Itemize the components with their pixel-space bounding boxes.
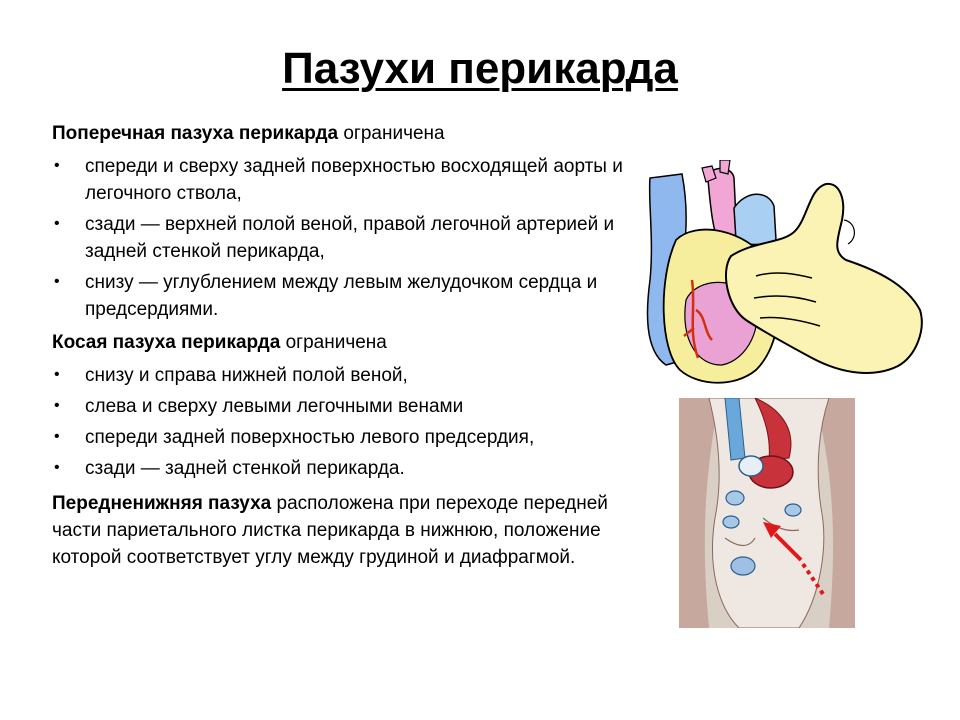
oblique-sinus-suffix: ограничена [280, 332, 387, 353]
list-item: • спереди и сверху задней поверхностью восходящей аорты и легочного ствола, [52, 153, 642, 207]
pericardial-cavity-illustration [679, 398, 855, 628]
list-item: • сзади — задней стенкой перикарда. [52, 455, 642, 482]
anteroinferior-sinus-paragraph [52, 490, 642, 571]
transverse-sinus-lead [52, 120, 642, 147]
transverse-sinus-suffix: ограничена [338, 123, 445, 144]
oblique-sinus-heading: Косая пазуха перикарда [52, 332, 281, 353]
list-item: • сзади — верхней полой веной, правой легочной артерией и задней стенкой перикарда, [52, 211, 642, 265]
oblique-sinus-list [52, 362, 642, 482]
transverse-sinus-list [52, 153, 642, 323]
transverse-sinus-heading: Поперечная пазуха перикарда [52, 123, 339, 144]
slide-content [52, 120, 642, 571]
list-item: • снизу — углублением между левым желудочком сердца и предсердиями. [52, 269, 642, 323]
anteroinferior-sinus-text: расположена при переходе передней части париетального листка перикарда в нижнюю, положение которой соответствует углу между грудиной и диафрагмой. [52, 493, 608, 568]
anteroinferior-sinus-heading: Передненижняя пазуха [52, 493, 272, 514]
list-item: • слева и сверху левыми легочными венами [52, 393, 642, 420]
list-item: • снизу и справа нижней полой веной, [52, 362, 642, 389]
heart-finger-illustration [636, 160, 928, 390]
oblique-sinus-lead [52, 329, 642, 356]
list-item: • спереди задней поверхностью левого предсердия, [52, 424, 642, 451]
slide-title: Пазухи перикарда [282, 44, 678, 93]
